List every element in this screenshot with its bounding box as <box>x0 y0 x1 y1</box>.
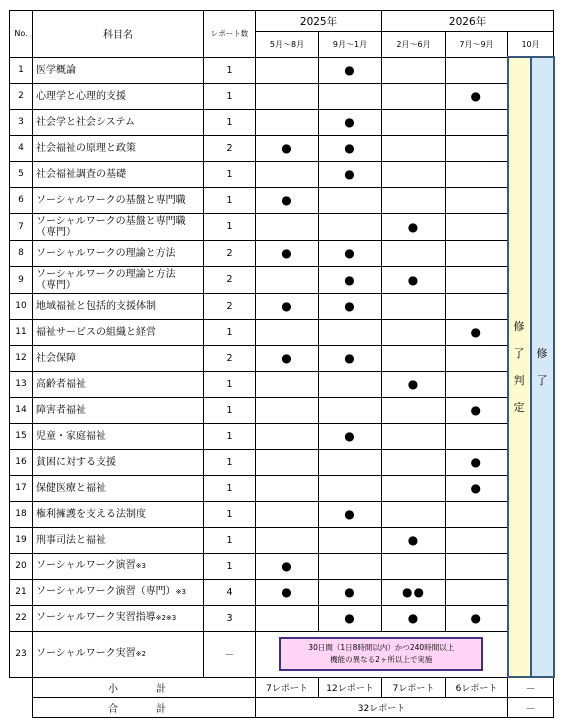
schedule-mark <box>382 57 446 83</box>
header-period-2: 9月～1月 <box>319 32 382 58</box>
schedule-mark: ● <box>319 501 382 527</box>
subject-name <box>33 397 204 423</box>
curriculum-schedule-table <box>9 10 553 719</box>
subtotal-value: 6レポート <box>446 677 508 697</box>
schedule-mark: ● <box>319 57 382 83</box>
schedule-mark <box>382 240 446 266</box>
schedule-mark <box>446 135 508 161</box>
subject-name-text: 社会保障 <box>36 352 76 364</box>
subject-name <box>33 371 204 397</box>
schedule-mark: ● <box>446 319 508 345</box>
schedule-mark: ● <box>446 397 508 423</box>
schedule-mark <box>256 266 319 293</box>
schedule-mark: ● <box>382 371 446 397</box>
report-count: 1 <box>204 397 256 423</box>
header-year-2025: 2025年 <box>256 11 382 32</box>
subject-name-text: ソーシャルワークの基盤と専門職 <box>36 194 186 206</box>
schedule-mark <box>319 475 382 501</box>
schedule-mark: ● <box>319 579 382 605</box>
subject-name-suffix: （専門） <box>36 279 76 291</box>
schedule-mark <box>319 371 382 397</box>
subject-name <box>33 501 204 527</box>
subject-name-text: ソーシャルワークの基盤と専門職 <box>36 215 186 227</box>
report-count: 1 <box>204 527 256 553</box>
row-no: 22 <box>10 605 33 631</box>
subject-name-text: 権利擁護を支える法制度 <box>36 508 146 520</box>
table-row <box>10 553 554 579</box>
subject-name-text: 保健医療と福祉 <box>36 482 106 494</box>
report-count: 1 <box>204 475 256 501</box>
schedule-mark: ● <box>256 187 319 213</box>
table-row <box>10 449 554 475</box>
table-row <box>10 293 554 319</box>
schedule-mark: ● <box>256 240 319 266</box>
table-row <box>10 501 554 527</box>
schedule-mark <box>382 397 446 423</box>
report-count: 1 <box>204 161 256 187</box>
schedule-mark <box>446 501 508 527</box>
subject-name <box>33 240 204 266</box>
table-row <box>10 109 554 135</box>
schedule-mark: ● <box>319 135 382 161</box>
schedule-mark <box>256 161 319 187</box>
report-count: 1 <box>204 57 256 83</box>
table-row <box>10 319 554 345</box>
schedule-mark <box>382 423 446 449</box>
schedule-mark <box>256 527 319 553</box>
report-count: 2 <box>204 266 256 293</box>
header-period-4: 7月～9月 <box>446 32 508 58</box>
subject-name <box>33 449 204 475</box>
report-count: 1 <box>204 423 256 449</box>
table-row <box>10 161 554 187</box>
total-row <box>10 697 554 717</box>
subject-name <box>33 475 204 501</box>
report-count: 1 <box>204 449 256 475</box>
report-count: 1 <box>204 187 256 213</box>
row-no: 18 <box>10 501 33 527</box>
row-no: 20 <box>10 553 33 579</box>
report-count: 1 <box>204 501 256 527</box>
schedule-mark <box>446 109 508 135</box>
schedule-mark <box>382 475 446 501</box>
schedule-mark <box>382 345 446 371</box>
schedule-mark <box>446 161 508 187</box>
practicum-note-cell <box>256 631 508 677</box>
subtotal-value: 7レポート <box>382 677 446 697</box>
schedule-mark <box>446 266 508 293</box>
subject-note-ref: ※3 <box>135 562 146 570</box>
schedule-mark: ● <box>319 109 382 135</box>
schedule-mark: ● <box>256 135 319 161</box>
schedule-mark <box>446 371 508 397</box>
subject-name <box>33 527 204 553</box>
schedule-mark <box>382 109 446 135</box>
completion-judgment-text: 修了判定 <box>513 320 525 414</box>
subject-name <box>33 109 204 135</box>
completion-column <box>531 57 554 677</box>
header-no: No. <box>10 11 33 58</box>
schedule-mark <box>256 83 319 109</box>
total-label: 合 計 <box>33 697 256 717</box>
subject-name <box>33 187 204 213</box>
subject-name-text: ソーシャルワークの理論と方法 <box>36 247 176 259</box>
row-no: 7 <box>10 213 33 240</box>
subject-name-text: 医学概論 <box>36 64 76 76</box>
table-row <box>10 345 554 371</box>
table-row <box>10 83 554 109</box>
schedule-mark <box>382 187 446 213</box>
completion-text: 修了 <box>536 347 548 387</box>
table-row <box>10 135 554 161</box>
subject-name <box>33 83 204 109</box>
table-row <box>10 187 554 213</box>
schedule-mark <box>446 423 508 449</box>
schedule-mark: ● <box>382 605 446 631</box>
schedule-mark <box>256 371 319 397</box>
row-no: 9 <box>10 266 33 293</box>
completion-judgment-column <box>508 57 531 677</box>
subject-name <box>33 319 204 345</box>
schedule-mark: ● <box>319 605 382 631</box>
row-no: 15 <box>10 423 33 449</box>
schedule-mark <box>256 109 319 135</box>
schedule-mark <box>319 213 382 240</box>
subject-name-text: 社会福祉の原理と政策 <box>36 142 136 154</box>
schedule-mark: ● <box>319 266 382 293</box>
report-count: 1 <box>204 83 256 109</box>
schedule-mark <box>382 501 446 527</box>
subject-name-text: 刑事司法と福祉 <box>36 534 106 546</box>
subject-name-text: ソーシャルワーク実習指導 <box>36 612 156 623</box>
subject-name <box>33 213 204 240</box>
subtotal-label: 小 計 <box>33 677 256 697</box>
schedule-mark: ● <box>256 345 319 371</box>
row-no: 5 <box>10 161 33 187</box>
subject-name <box>33 423 204 449</box>
total-spacer <box>10 697 33 717</box>
schedule-mark <box>446 345 508 371</box>
row-no: 8 <box>10 240 33 266</box>
schedule-mark: ● <box>446 449 508 475</box>
subject-note-ref: ※2※3 <box>155 614 177 622</box>
table-row <box>10 475 554 501</box>
schedule-mark <box>319 397 382 423</box>
practicum-note-box <box>279 637 483 671</box>
subject-name-text: 福祉サービスの組織と経営 <box>36 326 156 338</box>
schedule-mark: ● <box>256 293 319 319</box>
schedule-mark: ● <box>256 579 319 605</box>
subject-name <box>33 631 204 677</box>
table-row <box>10 57 554 83</box>
subject-name <box>33 266 204 293</box>
schedule-mark: ● <box>446 83 508 109</box>
header-period-1: 5月～8月 <box>256 32 319 58</box>
row-no: 2 <box>10 83 33 109</box>
schedule-mark <box>382 449 446 475</box>
subject-name-text: ソーシャルワークの理論と方法 <box>36 268 176 280</box>
report-count: 2 <box>204 345 256 371</box>
schedule-mark: ● <box>382 527 446 553</box>
schedule-mark <box>382 135 446 161</box>
subject-name-text: 心理学と心理的支援 <box>36 90 126 102</box>
header-report-count: レポート数 <box>204 11 256 58</box>
row-no: 14 <box>10 397 33 423</box>
schedule-mark: ● <box>319 293 382 319</box>
schedule-mark: ● <box>446 605 508 631</box>
schedule-mark <box>256 605 319 631</box>
row-no: 10 <box>10 293 33 319</box>
subject-note-ref: ※3 <box>175 588 186 596</box>
schedule-mark <box>256 213 319 240</box>
row-no: 23 <box>10 631 33 677</box>
subject-name-text: ソーシャルワーク演習（専門） <box>36 586 176 597</box>
schedule-mark <box>256 501 319 527</box>
header-subject: 科目名 <box>33 11 204 58</box>
schedule-mark <box>319 187 382 213</box>
subtotal-value: 7レポート <box>256 677 319 697</box>
row-no: 16 <box>10 449 33 475</box>
schedule-mark <box>256 397 319 423</box>
table-row <box>10 527 554 553</box>
schedule-mark <box>256 475 319 501</box>
table-row <box>10 213 554 240</box>
subject-name-text: 社会福祉調査の基礎 <box>36 168 126 180</box>
table-row <box>10 631 554 677</box>
report-count: － <box>204 631 256 677</box>
schedule-mark <box>319 83 382 109</box>
report-count: 1 <box>204 553 256 579</box>
subtotal-last: － <box>508 677 554 697</box>
total-last: － <box>508 697 554 717</box>
subject-name-text: ソーシャルワーク実習 <box>36 648 136 659</box>
report-count: 3 <box>204 605 256 631</box>
schedule-mark <box>319 553 382 579</box>
row-no: 17 <box>10 475 33 501</box>
subtotal-value: 12レポート <box>319 677 382 697</box>
table-row <box>10 266 554 293</box>
schedule-mark <box>446 187 508 213</box>
schedule-mark <box>382 293 446 319</box>
report-count: 2 <box>204 135 256 161</box>
subject-name-suffix: （専門） <box>36 226 76 238</box>
schedule-mark: ● <box>319 240 382 266</box>
row-no: 13 <box>10 371 33 397</box>
schedule-mark <box>382 161 446 187</box>
schedule-mark <box>446 553 508 579</box>
schedule-mark: ● <box>319 423 382 449</box>
subject-name <box>33 293 204 319</box>
report-count: 4 <box>204 579 256 605</box>
subject-name-text: 高齢者福祉 <box>36 378 86 390</box>
schedule-mark: ● <box>256 553 319 579</box>
table-row <box>10 605 554 631</box>
schedule-mark <box>256 423 319 449</box>
schedule-mark <box>319 449 382 475</box>
schedule-mark <box>382 319 446 345</box>
report-count: 2 <box>204 240 256 266</box>
report-count: 1 <box>204 213 256 240</box>
schedule-mark <box>319 527 382 553</box>
row-no: 21 <box>10 579 33 605</box>
row-no: 19 <box>10 527 33 553</box>
table-row <box>10 397 554 423</box>
subject-name-text: 児童・家庭福祉 <box>36 430 106 442</box>
schedule-mark <box>256 449 319 475</box>
schedule-mark <box>382 83 446 109</box>
schedule-mark <box>446 527 508 553</box>
subject-name <box>33 135 204 161</box>
schedule-mark: ● <box>446 475 508 501</box>
schedule-mark <box>446 240 508 266</box>
subject-name-text: ソーシャルワーク演習 <box>36 560 136 571</box>
schedule-mark <box>446 57 508 83</box>
row-no: 1 <box>10 57 33 83</box>
subject-name <box>33 57 204 83</box>
schedule-mark <box>382 553 446 579</box>
table-row <box>10 371 554 397</box>
subtotal-row <box>10 677 554 697</box>
practicum-note-line-1: 30日間（1日8時間以内）かつ240時間以上 <box>308 643 455 652</box>
report-count: 1 <box>204 371 256 397</box>
schedule-mark <box>446 293 508 319</box>
subject-note-ref: ※2 <box>135 650 146 658</box>
table-row <box>10 423 554 449</box>
subject-name-text: 社会学と社会システム <box>36 116 135 128</box>
subject-name-text: 地域福祉と包括的支援体制 <box>36 300 156 312</box>
schedule-mark <box>256 319 319 345</box>
header-period-3: 2月～6月 <box>382 32 446 58</box>
schedule-mark <box>446 579 508 605</box>
schedule-mark <box>256 57 319 83</box>
subject-name <box>33 553 204 579</box>
report-count: 2 <box>204 293 256 319</box>
header-year-2026: 2026年 <box>382 11 554 32</box>
schedule-mark: ● <box>319 161 382 187</box>
subject-name-text: 障害者福祉 <box>36 404 86 416</box>
row-no: 12 <box>10 345 33 371</box>
header-period-5: 10月 <box>508 32 554 58</box>
schedule-mark: ● <box>382 213 446 240</box>
schedule-mark <box>446 213 508 240</box>
subject-name <box>33 579 204 605</box>
subject-name <box>33 161 204 187</box>
practicum-note-line-2: 機能の異なる2ヶ所以上で実施 <box>330 655 433 664</box>
schedule-mark <box>319 319 382 345</box>
total-value: 32レポート <box>256 697 508 717</box>
row-no: 6 <box>10 187 33 213</box>
report-count: 1 <box>204 319 256 345</box>
schedule-mark: ●● <box>382 579 446 605</box>
subject-name <box>33 605 204 631</box>
report-count: 1 <box>204 109 256 135</box>
subject-name-text: 貧困に対する支援 <box>36 456 116 468</box>
subject-name <box>33 345 204 371</box>
row-no: 3 <box>10 109 33 135</box>
subtotal-spacer <box>10 677 33 697</box>
table-row <box>10 579 554 605</box>
row-no: 4 <box>10 135 33 161</box>
table-row <box>10 240 554 266</box>
row-no: 11 <box>10 319 33 345</box>
schedule-mark: ● <box>382 266 446 293</box>
schedule-mark: ● <box>319 345 382 371</box>
